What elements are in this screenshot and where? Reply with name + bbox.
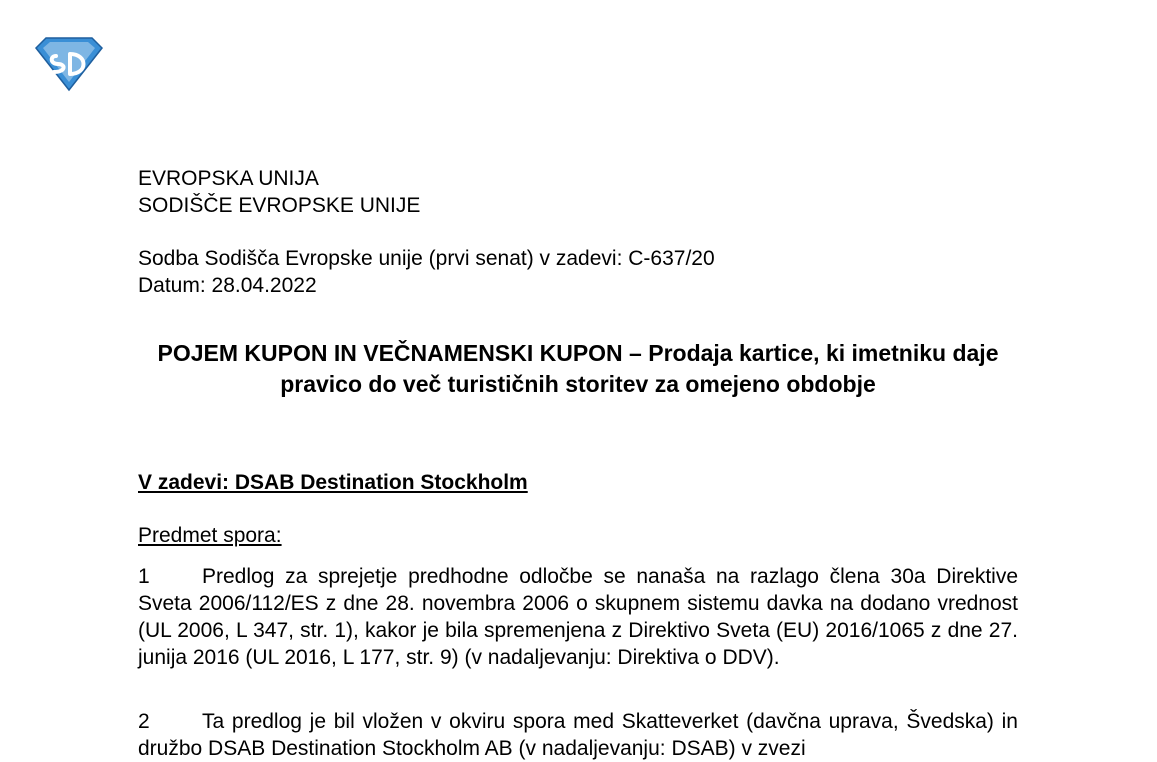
institution-line-2: SODIŠČE EVROPSKE UNIJE xyxy=(138,194,421,217)
paragraph-text: Ta predlog je bil vložen v okviru spora med Skatteverket (davčna uprava, Švedska) in družbo DSAB Destination Stockholm AB (v nadaljevanju: DSAB) v zvezi xyxy=(138,710,1018,760)
institution-line-1: EVROPSKA UNIJA xyxy=(138,167,319,190)
case-date: Datum: 28.04.2022 xyxy=(138,274,317,297)
case-reference: Sodba Sodišča Evropske unije (prvi senat) v zadevi: C-637/20 xyxy=(138,247,715,270)
court-emblem-icon xyxy=(32,36,106,92)
paragraph-2 xyxy=(138,708,1018,762)
paragraph-number: 2 xyxy=(138,710,150,733)
document-title: POJEM KUPON IN VEČNAMENSKI KUPON – Prodaja kartice, ki imetniku daje pravico do več turističnih storitev za omejeno obdobje xyxy=(157,340,999,397)
paragraph-text: Predlog za sprejetje predhodne odločbe se nanaša na razlago člena 30a Direktive Sveta 2006/112/ES z dne 28. novembra 2006 o skupnem sistemu davka na dodano vrednost (UL 2006, L 347, str. 1), kakor je bila spremenjena z Direktivo Sveta (EU) 2016/1065 z dne 27. junija 2016 (UL 2016, L 177, str. 9) (v nadaljevanju: Direktiva o DDV). xyxy=(138,565,1018,669)
paragraph-1 xyxy=(138,563,1018,671)
subject-heading: Predmet spora: xyxy=(138,524,282,547)
paragraph-number: 1 xyxy=(138,565,150,588)
case-party-heading: V zadevi: DSAB Destination Stockholm xyxy=(138,471,528,494)
